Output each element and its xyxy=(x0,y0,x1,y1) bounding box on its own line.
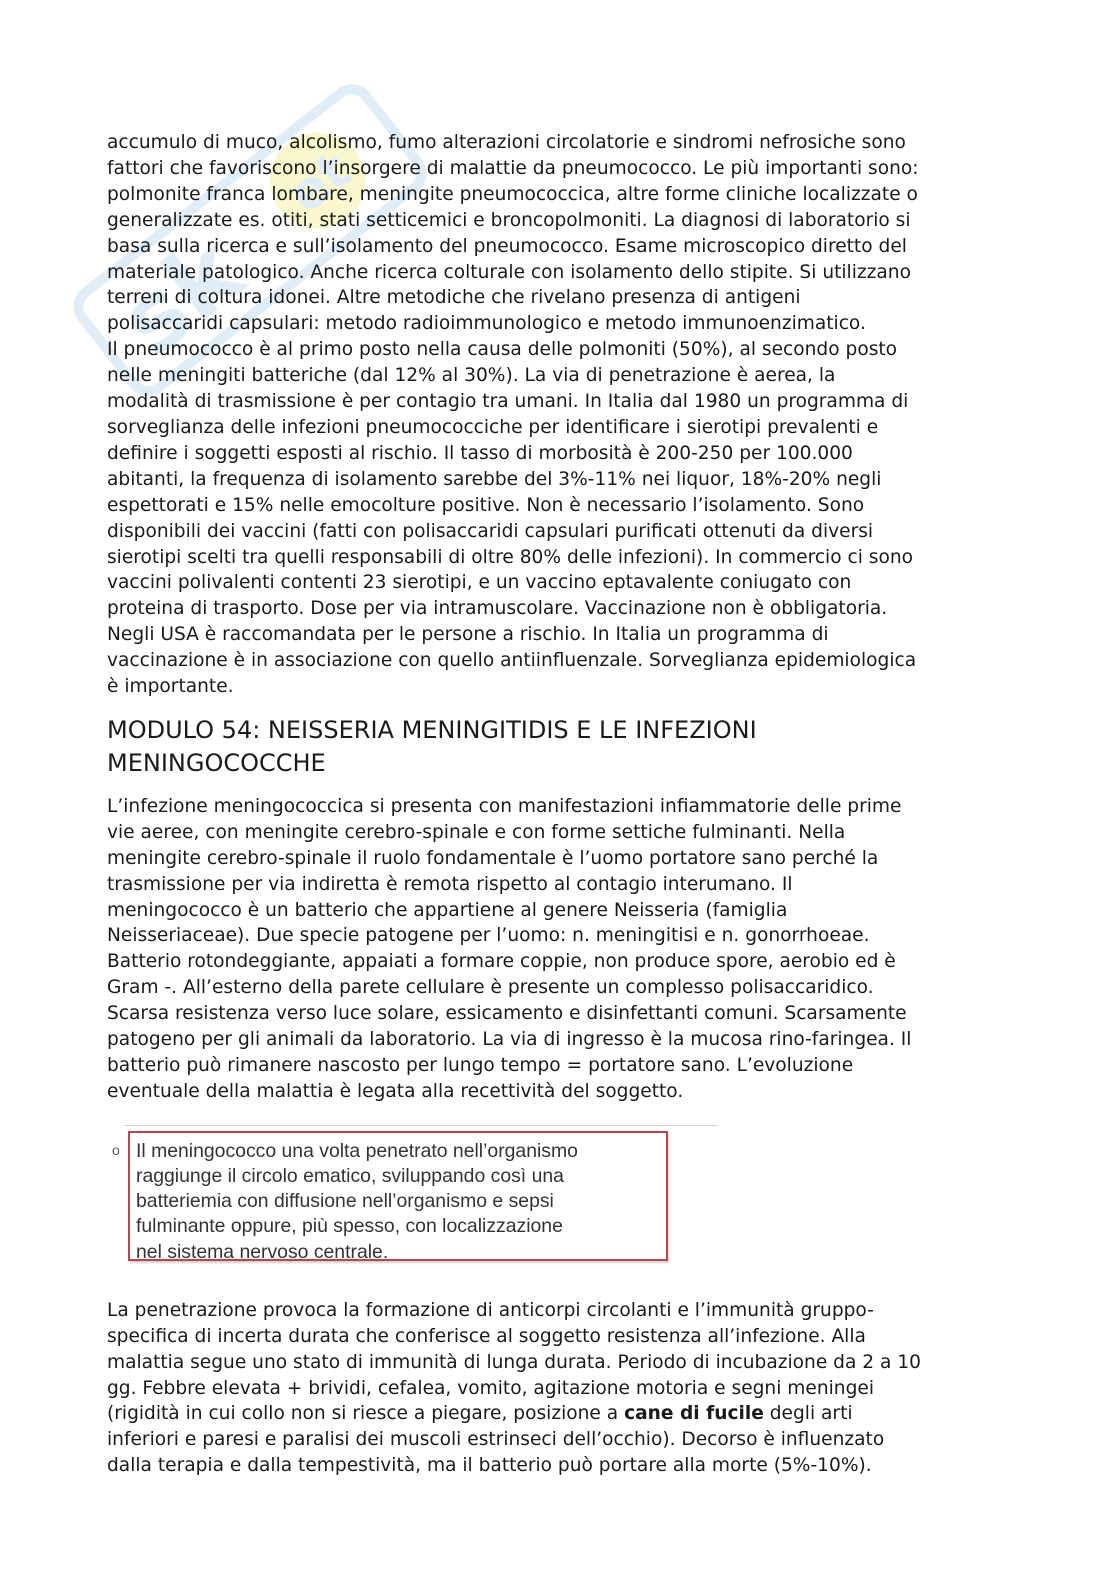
svg-text:et: et xyxy=(277,140,362,226)
clinica-text-before: La penetrazione provoca la formazione di anticorpi circolanti e l’immunità gruppo- specifica di incerta durata che conferisce al soggetto resistenza all’infezione. Alla malattia segue uno stato di immunità di lunga durata. Periodo di incubazione da 2 a 10 gg. Febbre elevata + brividi, cefalea, vomito, agitazione motoria e segni meningei (rigidità in cui collo non si riesce a piegare, posizione a xyxy=(107,1299,921,1425)
clinica-text-after: degli arti inferiori e paresi e paralisi dei muscoli estrinseci dell’occhio). Decorso è influenzato dalla terapia e dalla tempestività, ma il batterio può portare alla morte (5%-10%). xyxy=(107,1403,885,1477)
paragraph-pneumococco-intro: accumulo di muco, alcolismo, fumo alterazioni circolatorie e sindromi nefrosiche sono fattori che favoriscono l’insorgere di malattie da pneumococco. Le più importanti sono: polmonite franca lombare, meningite pneumococcica, altre forme cliniche localizzate o generalizzate es. otiti, stati setticemici e broncopolmoniti. La diagnosi di laboratorio si basa sulla ricerca e sull’isolamento del pneumococco. Esame microscopico diretto del materiale patologico. Anche ricerca colturale con isolamento dello stipite. Si utilizzano terreni di coltura idonei. Altre metodiche che rivelano presenza di antigeni polisaccaridi capsulari: metodo radioimmunologico e metodo immunoenzimatico. xyxy=(107,132,919,335)
figure-divider xyxy=(124,1125,717,1126)
highlight-figure xyxy=(112,1125,717,1272)
section-heading xyxy=(107,714,1007,780)
svg-text:sk: sk xyxy=(98,215,263,379)
section-heading-text: MODULO 54: NEISSERIA MENINGITIDIS E LE INFEZIONI MENINGOCOCCHE xyxy=(107,715,757,777)
figure-text-box: Il meningococco una volta penetrato nell’organismo raggiunge il circolo ematico, sviluppando così una batteriemia con diffusione nell’organismo e sepsi fulminante oppure, più spesso, con localizzazione nel sistema nervoso centrale. xyxy=(128,1131,668,1261)
paragraph-meningococco-intro: L’infezione meningococcica si presenta con manifestazioni infiammatorie delle prime vie aeree, con meningite cerebro-spinale e con forme settiche fulminanti. Nella meningite cerebro-spinale il ruolo fondamentale è l’uomo portatore sano perché la trasmissione per via indiretta è remota rispetto al contagio interumano. Il meningococco è un batterio che appartiene al genere Neisseria (famiglia Neisseriaceae). Due specie patogene per l’uomo: n. meningitisi e n. gonorrhoeae. Batterio rotondeggiante, appaiati a formare coppie, non produce spore, aerobio ed è Gram -. All’esterno della parete cellulare è presente un complesso polisaccaridico. Scarsa resistenza verso luce solare, essicamento e disinfettanti comuni. Scarsamente patogeno per gli animali da laboratorio. La via di ingresso è la mucosa rino-faringea. Il batterio può rimanere nascosto per lungo tempo = portatore sano. L’evoluzione eventuale della malattia è legata alla recettività del soggetto. xyxy=(107,795,912,1102)
clinica-bold-term: cane di fucile xyxy=(624,1403,764,1425)
paragraph-pneumococco-epidemiologia: Il pneumococco è al primo posto nella causa delle polmoniti (50%), al secondo posto nelle meningiti batteriche (dal 12% al 30%). La via di penetrazione è aerea, la modalità di trasmissione è per contagio tra umani. In Italia dal 1980 un programma di sorveglianza delle infezioni pneumococciche per identificare i sierotipi prevalenti e definire i soggetti esposti al rischio. Il tasso di morbosità è 200-250 per 100.000 abitanti, la frequenza di isolamento sarebbe del 3%-11% nei liquor, 18%-20% negli espettorati e 15% nelle emocolture positive. Non è necessario l’isolamento. Sono disponibili dei vaccini (fatti con polisaccaridi capsulari purificati ottenuti da diversi sierotipi scelti tra quelli responsabili di oltre 80% delle infezioni). In commercio ci sono vaccini polivalenti contenti 23 sierotipi, e un vaccino eptavalente coniugato con proteina di trasporto. Dose per via intramuscolare. Vaccinazione non è obbligatoria. Negli USA è raccomandata per le persone a rischio. In Italia un programma di vaccinazione è in associazione con quello antiinfluenzale. Sorveglianza epidemiologica è importante. xyxy=(107,339,917,698)
paragraph-meningococco-clinica xyxy=(107,1298,1007,1479)
document-page xyxy=(107,130,1007,1479)
figure-bullet: o xyxy=(112,1141,120,1158)
